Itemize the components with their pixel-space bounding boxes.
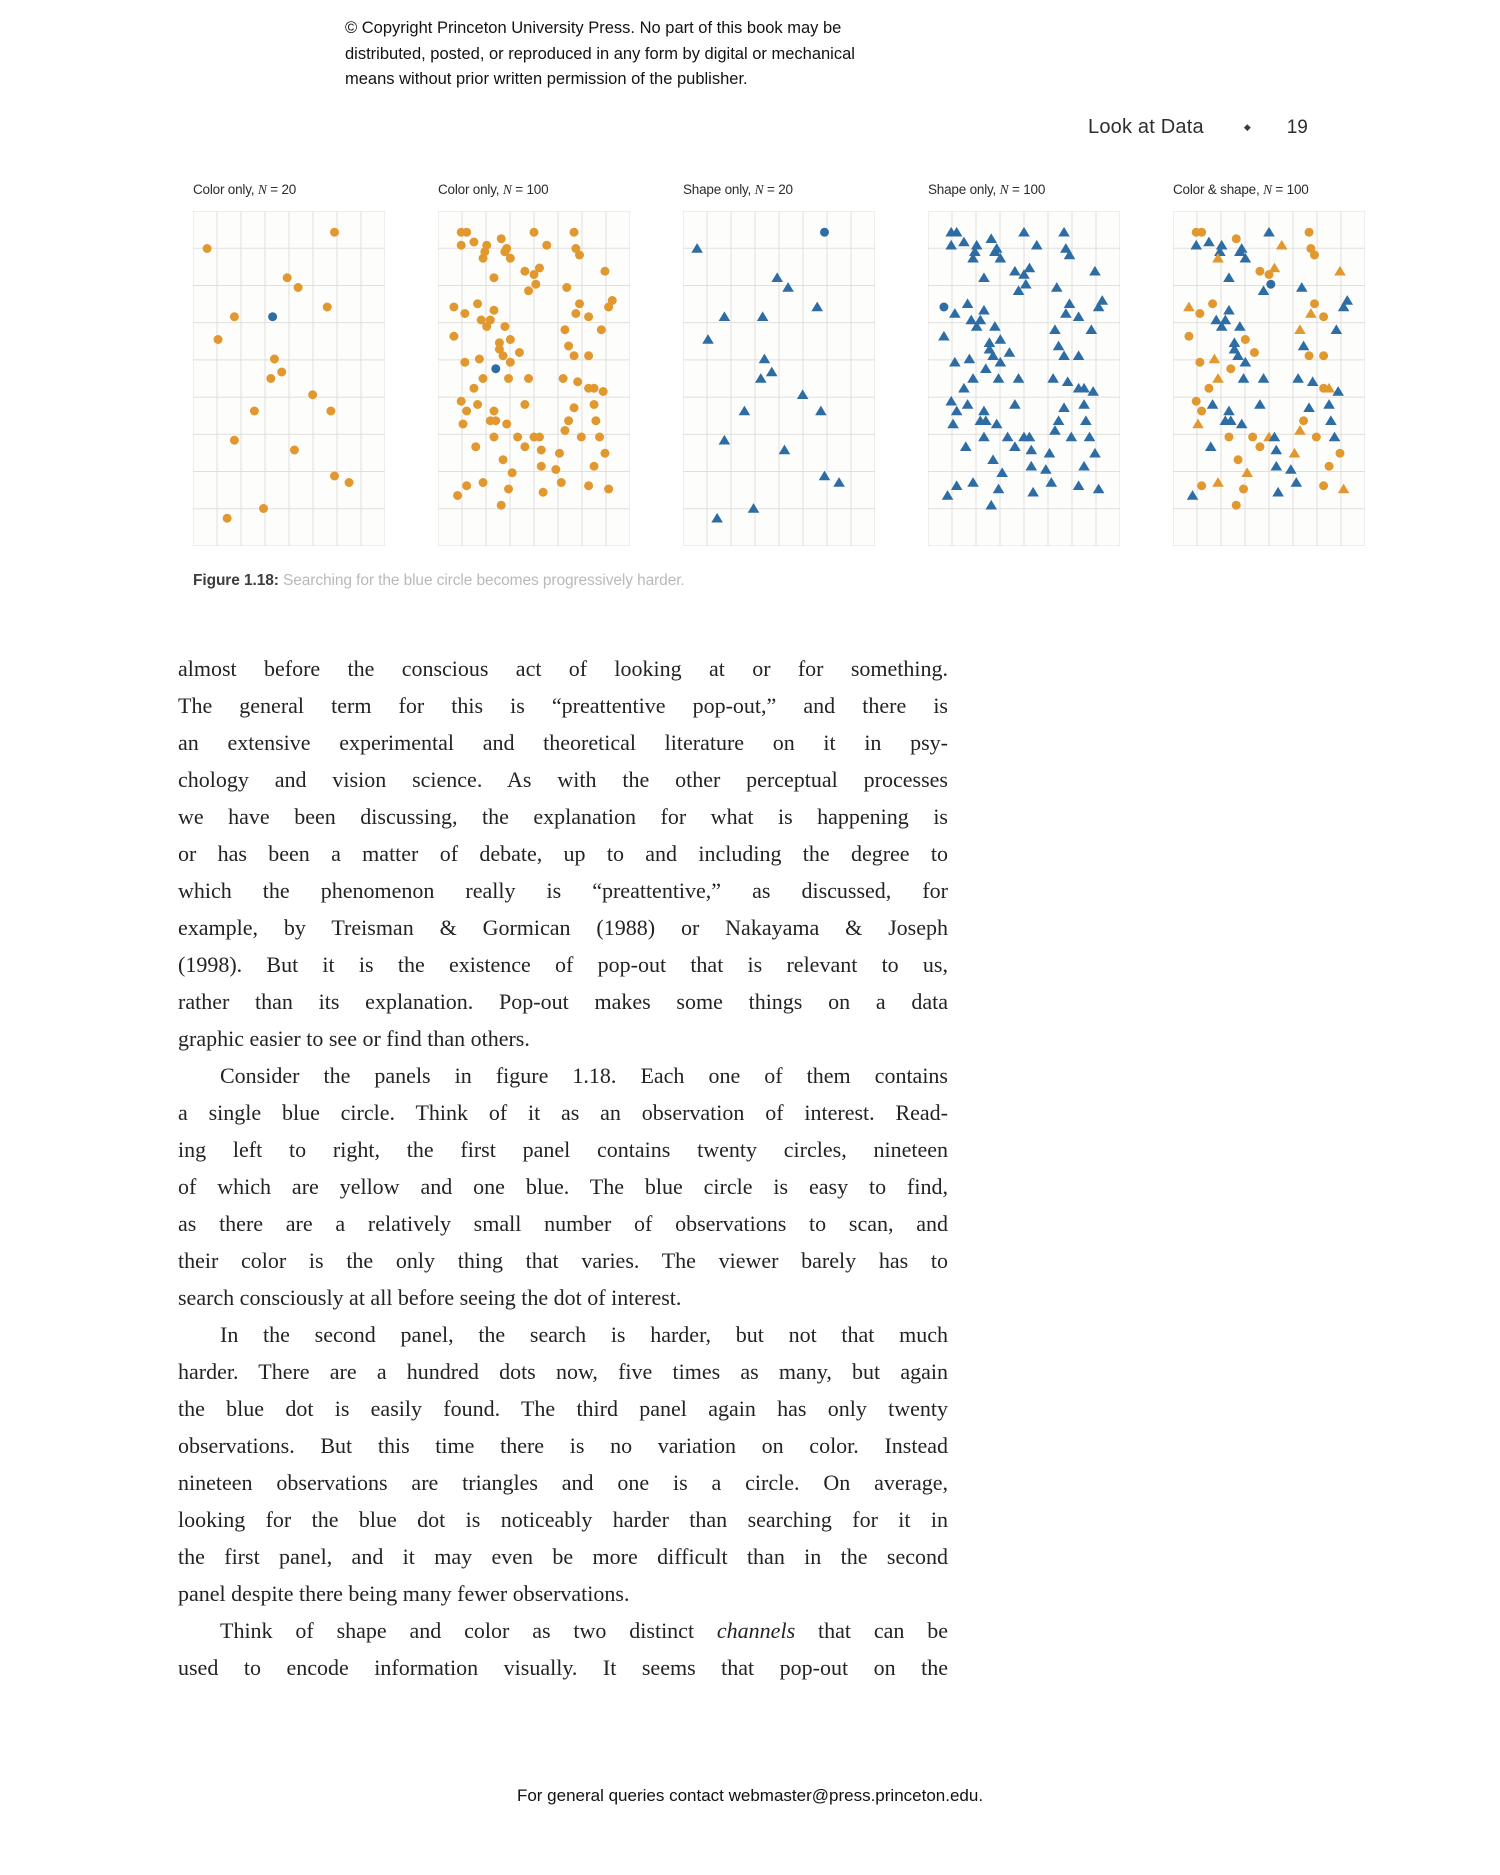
figure-1-18 — [193, 182, 1365, 546]
data-point — [214, 335, 223, 344]
body-line: their color is the only thing that varies. The viewer barely has to — [178, 1248, 948, 1273]
data-point — [604, 303, 613, 312]
data-point — [469, 384, 478, 393]
body-line: panel despite there being many fewer observations. — [178, 1581, 630, 1606]
data-point — [499, 455, 508, 464]
data-point — [520, 400, 529, 409]
body-line: which the phenomenon really is “preattentive,” as discussed, for — [178, 878, 948, 903]
data-point — [203, 244, 212, 253]
data-point — [557, 478, 566, 487]
data-point — [345, 478, 354, 487]
scatter-plot — [683, 211, 875, 546]
data-point — [471, 442, 480, 451]
data-point — [250, 407, 259, 416]
data-point — [504, 374, 513, 383]
data-point — [591, 416, 600, 425]
data-point — [590, 400, 599, 409]
body-segment: Think of shape and color as two distinct — [220, 1618, 717, 1643]
data-point — [551, 465, 560, 474]
data-point — [1250, 348, 1259, 357]
footer-contact: For general queries contact webmaster@press.princeton.edu. — [516, 1786, 984, 1805]
data-point — [1204, 384, 1213, 393]
data-point — [308, 390, 317, 399]
data-point — [513, 433, 522, 442]
data-point — [294, 283, 303, 292]
data-point — [500, 322, 509, 331]
body-line: example, by Treisman & Gormican (1988) or Nakayama & Joseph — [178, 915, 948, 940]
data-point — [290, 446, 299, 455]
data-point — [520, 442, 529, 451]
panel-title: Color only, N = 20 — [193, 182, 297, 197]
data-point — [1232, 501, 1241, 510]
data-point — [573, 377, 582, 386]
scatter-plot — [193, 211, 385, 546]
data-point — [479, 254, 488, 263]
data-point — [482, 322, 491, 331]
data-point — [1310, 251, 1319, 260]
data-point — [584, 481, 593, 490]
data-point — [479, 374, 488, 383]
scatter-panel-shape-only-20 — [683, 182, 875, 546]
data-point — [502, 420, 511, 429]
data-point — [560, 426, 569, 435]
data-point — [1305, 228, 1314, 237]
data-point — [475, 355, 484, 364]
data-point — [497, 234, 506, 243]
data-point — [590, 462, 599, 471]
data-point — [564, 416, 573, 425]
data-point — [515, 348, 524, 357]
panel-title: Color only, N = 100 — [438, 182, 549, 197]
data-point — [562, 283, 571, 292]
target-blue-circle — [939, 303, 948, 312]
body-line: In the second panel, the search is harder, but not that much — [220, 1322, 948, 1347]
scatter-plot-svg — [193, 211, 385, 546]
scatter-panel-color-only-20 — [193, 182, 385, 546]
data-point — [575, 299, 584, 308]
data-point — [462, 481, 471, 490]
data-point — [230, 312, 239, 321]
panel-title: Shape only, N = 20 — [683, 182, 793, 197]
data-point — [584, 351, 593, 360]
body-line: used to encode information visually. It seems that pop-out on the — [178, 1655, 948, 1680]
data-point — [506, 254, 515, 263]
data-point — [283, 273, 292, 282]
data-point — [1224, 433, 1233, 442]
data-point — [570, 351, 579, 360]
data-point — [230, 436, 239, 445]
data-point — [564, 342, 573, 351]
body-line: of which are yellow and one blue. The blue circle is easy to find, — [178, 1174, 948, 1199]
scatter-plot — [928, 211, 1120, 546]
data-point — [530, 270, 539, 279]
data-point — [524, 286, 533, 295]
data-point — [457, 397, 466, 406]
data-point — [539, 488, 548, 497]
data-point — [600, 267, 609, 276]
data-point — [330, 228, 339, 237]
data-point — [462, 228, 471, 237]
body-line: Consider the panels in figure 1.18. Each one of them contains — [220, 1063, 948, 1088]
body-line: rather than its explanation. Pop-out makes some things on a data — [178, 989, 948, 1014]
data-point — [535, 433, 544, 442]
body-line — [178, 1612, 948, 1649]
copyright-line: distributed, posted, or reproduced in any form by digital or mechanical — [345, 44, 855, 63]
panel-title: Color & shape, N = 100 — [1173, 182, 1309, 197]
data-point — [457, 241, 466, 250]
body-line: nineteen observations are triangles and one is a circle. On average, — [178, 1470, 948, 1495]
data-point — [577, 433, 586, 442]
data-point — [473, 299, 482, 308]
data-point — [531, 280, 540, 289]
data-point — [489, 407, 498, 416]
target-blue-circle — [820, 228, 829, 237]
data-point — [489, 273, 498, 282]
copyright-line: means without prior written permission of the publisher. — [345, 70, 748, 88]
figure-caption-text: Searching for the blue circle becomes progressively harder. — [278, 572, 685, 589]
data-point — [1239, 485, 1248, 494]
data-point — [524, 374, 533, 383]
separator-diamond-icon: ◆ — [1243, 122, 1251, 132]
data-point — [1310, 299, 1319, 308]
data-point — [504, 485, 513, 494]
body-line: we have been discussing, the explanation for what is happening is — [178, 804, 948, 829]
italic-term: channels — [716, 1618, 796, 1643]
body-line: observations. But this time there is no variation on color. Instead — [178, 1433, 948, 1458]
figure-caption — [193, 572, 685, 590]
scatter-panel-shape-only-100 — [928, 182, 1120, 546]
body-line: as there are a relatively small number of observations to scan, and — [178, 1211, 948, 1236]
scatter-plot-svg — [928, 211, 1120, 546]
data-point — [1195, 309, 1204, 318]
data-point — [1255, 267, 1264, 276]
data-point — [584, 312, 593, 321]
body-line: the first panel, and it may even be more difficult than in the second — [178, 1544, 948, 1569]
data-point — [1312, 433, 1321, 442]
data-point — [223, 514, 232, 523]
data-point — [506, 335, 515, 344]
data-point — [542, 241, 551, 250]
target-blue-circle — [268, 312, 277, 321]
data-point — [1335, 449, 1344, 458]
data-point — [270, 355, 279, 364]
data-point — [537, 446, 546, 455]
data-point — [489, 433, 498, 442]
scatter-panel-color-only-100 — [438, 182, 630, 546]
data-point — [499, 351, 508, 360]
body-line: an extensive experimental and theoretical literature on it in psy- — [178, 730, 948, 755]
data-point — [1299, 416, 1308, 425]
data-point — [277, 368, 286, 377]
data-point — [506, 358, 515, 367]
data-point — [323, 303, 332, 312]
data-point — [530, 228, 539, 237]
data-point — [1319, 351, 1328, 360]
data-point — [449, 332, 458, 341]
body-line: harder. There are a hundred dots now, five times as many, but again — [178, 1359, 948, 1384]
copyright-notice — [345, 16, 925, 93]
data-point — [537, 462, 546, 471]
body-segment: that can be — [795, 1618, 948, 1643]
scatter-plot-svg — [438, 211, 630, 546]
body-line: (1998). But it is the existence of pop-out that is relevant to us, — [178, 952, 948, 977]
data-point — [599, 387, 608, 396]
data-point — [1325, 462, 1334, 471]
data-point — [1248, 433, 1257, 442]
copyright-line: © Copyright Princeton University Press. No part of this book may be — [345, 19, 842, 37]
body-line: almost before the conscious act of looking at or for something. — [178, 656, 948, 681]
data-point — [1208, 299, 1217, 308]
data-point — [1192, 397, 1201, 406]
body-line: The general term for this is “preattentive pop-out,” and there is — [178, 693, 948, 718]
data-point — [1184, 332, 1193, 341]
data-point — [462, 407, 471, 416]
body-line: the blue dot is easily found. The third panel again has only twenty — [178, 1396, 948, 1421]
data-point — [1226, 364, 1235, 373]
data-point — [1241, 335, 1250, 344]
data-point — [575, 251, 584, 260]
data-point — [1197, 407, 1206, 416]
data-point — [508, 468, 517, 477]
body-line: ing left to right, the first panel contains twenty circles, nineteen — [178, 1137, 948, 1162]
data-point — [259, 504, 268, 513]
scatter-plot — [438, 211, 630, 546]
scatter-plot — [1173, 211, 1365, 546]
data-point — [491, 416, 500, 425]
data-point — [1232, 234, 1241, 243]
data-point — [600, 449, 609, 458]
data-point — [520, 267, 529, 276]
data-point — [1197, 481, 1206, 490]
body-line: a single blue circle. Think of it as an observation of interest. Read- — [178, 1100, 948, 1125]
data-point — [326, 407, 335, 416]
scatter-plot-svg — [683, 211, 875, 546]
body-line: graphic easier to see or find than others. — [178, 1026, 530, 1051]
data-point — [266, 374, 275, 383]
data-point — [489, 306, 498, 315]
data-point — [1195, 358, 1204, 367]
data-point — [1305, 351, 1314, 360]
scatter-plot-svg — [1173, 211, 1365, 546]
body-line: looking for the blue dot is noticeably harder than searching for it in — [178, 1507, 948, 1532]
panel-title: Shape only, N = 100 — [928, 182, 1046, 197]
figure-caption-label: Figure 1.18: — [193, 572, 279, 589]
data-point — [453, 491, 462, 500]
data-point — [571, 309, 580, 318]
chapter-title: Look at Data — [1088, 116, 1204, 138]
data-point — [597, 325, 606, 334]
running-head — [1088, 116, 1308, 139]
data-point — [1255, 442, 1264, 451]
scatter-panel-color-and-shape-100 — [1173, 182, 1365, 546]
target-blue-circle — [1266, 280, 1275, 289]
data-point — [330, 472, 339, 481]
body-text — [178, 650, 948, 1686]
data-point — [595, 433, 604, 442]
data-point — [1234, 455, 1243, 464]
body-line: search consciously at all before seeing the dot of interest. — [178, 1285, 682, 1310]
data-point — [1265, 270, 1274, 279]
data-point — [1197, 228, 1206, 237]
data-point — [559, 374, 568, 383]
data-point — [570, 228, 579, 237]
page-number: 19 — [1286, 117, 1308, 138]
data-point — [1319, 312, 1328, 321]
data-point — [479, 478, 488, 487]
data-point — [449, 303, 458, 312]
data-point — [560, 325, 569, 334]
data-point — [473, 400, 482, 409]
body-line: or has been a matter of debate, up to and including the degree to — [178, 841, 948, 866]
data-point — [555, 449, 564, 458]
data-point — [604, 485, 613, 494]
data-point — [469, 238, 478, 247]
body-line: chology and vision science. As with the other perceptual processes — [178, 767, 948, 792]
data-point — [590, 384, 599, 393]
data-point — [460, 309, 469, 318]
data-point — [570, 403, 579, 412]
data-point — [1319, 481, 1328, 490]
data-point — [497, 501, 506, 510]
target-blue-circle — [491, 364, 500, 373]
data-point — [460, 358, 469, 367]
data-point — [459, 420, 468, 429]
